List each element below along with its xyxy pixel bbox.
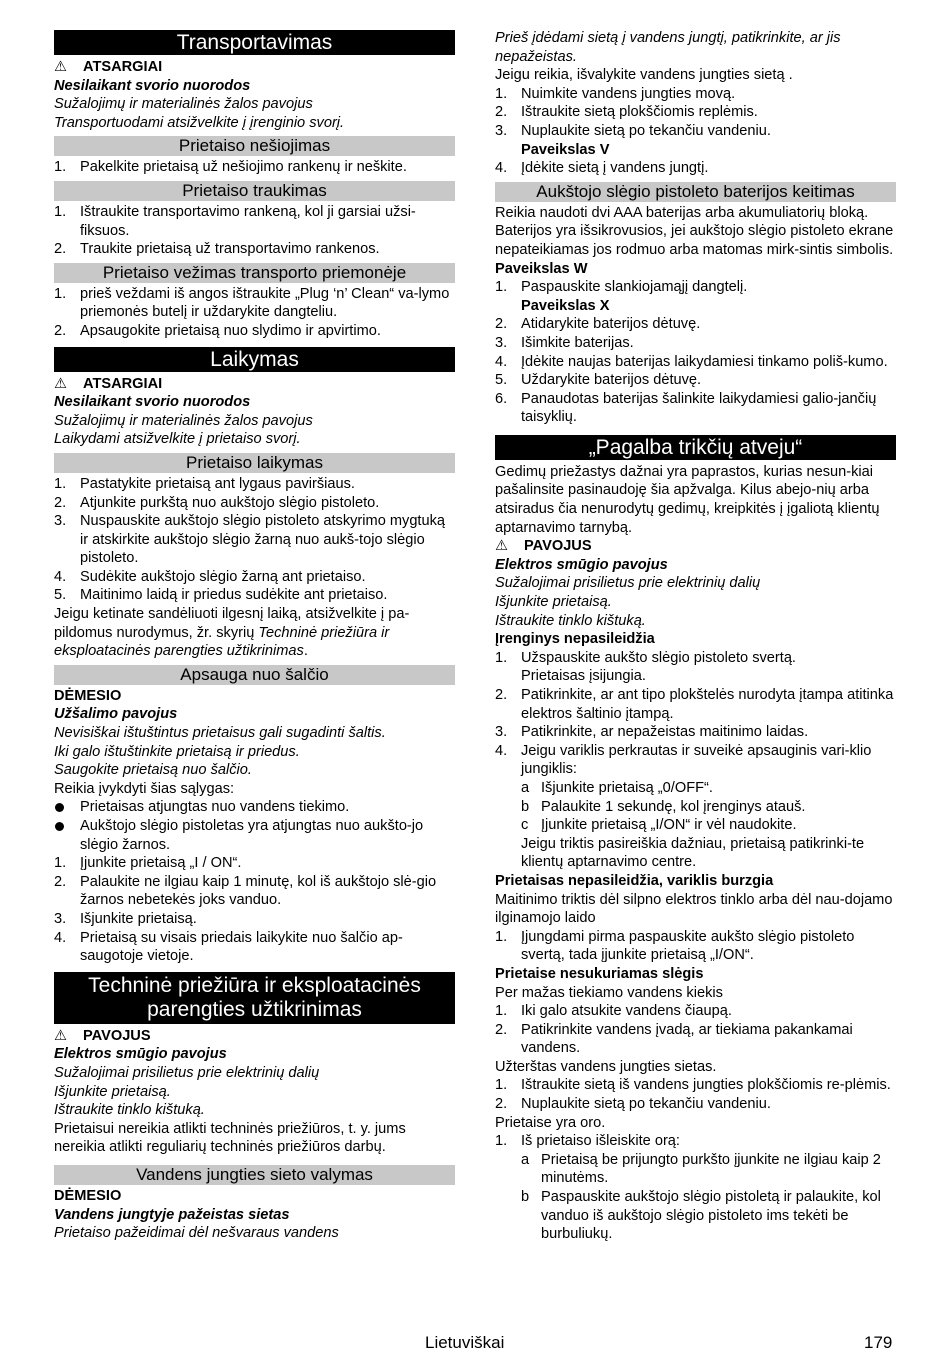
list-item: 5. Uždarykite baterijos dėtuvę. [495, 372, 702, 389]
notice-heading: DĖMESIO [54, 1187, 122, 1204]
subsection-title: Vandens jungties sieto valymas [54, 1165, 455, 1185]
caution-text: Sužalojimų ir materialinės žalos pavojus [54, 96, 313, 113]
list-item: 1. Ištraukite transportavimo rankeną, kol ji garsiai užsi-fiksuos. [54, 203, 416, 239]
danger-text: Sužalojimai prisilietus prie elektrinių dalių [54, 1064, 320, 1081]
list-item: 6. Panaudotas baterijas šalinkite laikydamiesi galio-jančių taisyklių. [495, 390, 877, 426]
list-item: 3. Išjunkite prietaisą. [54, 910, 197, 927]
list-item: 3. Nuspauskite aukštojo slėgio pistoleto atskyrimo mygtuką ir atskirkite aukštojo slėgio žarną nuo aukš-tojo slėgio pistoleto. [54, 513, 446, 567]
list-item: a Išjunkite prietaisą „0/OFF“. [521, 779, 713, 796]
list-item: 1. Pakelkite prietaisą už nešiojimo rankenų ir neškite. [54, 159, 407, 176]
list-item: 1. Iš prietaiso išleiskite orą: [495, 1133, 680, 1150]
list-item: 2. Palaukite ne ilgiau kaip 1 minutę, kol iš aukštojo slė-gio žarnos nebetekės joks vanduo. [54, 873, 437, 909]
caution-text: Sužalojimų ir materialinės žalos pavojus [54, 412, 313, 429]
list-item: 2. Apsaugokite prietaisą nuo slydimo ir apvirtimo. [54, 322, 381, 339]
notice-text: Nevisiškai ištuštintus prietaisus gali sugadinti šaltis. [54, 725, 386, 742]
step-list [495, 85, 896, 141]
list-item: 4. Prietaisą su visais priedais laikykite nuo šalčio ap-saugotoje vietoje. [54, 929, 403, 965]
list-item: 4. Sudėkite aukštojo slėgio žarną ant prietaiso. [54, 568, 366, 585]
paragraph: Reikia naudoti dvi AAA baterijas arba akumuliatorių bloką. [495, 204, 869, 221]
section-title-laikymas: Laikymas [54, 347, 455, 372]
bullet-icon [55, 803, 64, 812]
step-list [495, 928, 896, 965]
sub-step-list [521, 779, 896, 835]
list-item: 1. Užspauskite aukšto slėgio pistoleto svertą. Prietaisas įsijungia. [495, 649, 796, 685]
step-list [495, 1002, 896, 1058]
step-list [495, 278, 896, 297]
caution-heading: ⚠ ATSARGIAI [54, 375, 163, 392]
list-item: 2. Patikrinkite, ar ant tipo plokštelės nurodyta įtampa atitinka elektros šaltinio įtampą. [495, 687, 894, 722]
caution-heading: ⚠ ATSARGIAI [54, 59, 163, 75]
list-item: 1. Įjunkite prietaisą „I / ON“. [54, 855, 242, 872]
step-list [495, 1132, 896, 1151]
caution-subtitle: Nesilaikant svorio nuorodos [54, 77, 251, 94]
paragraph: Baterijos yra išsikrovusios, jei aukštojo slėgio pistoleto ekrane nepateikiamas jos rodmuo arba matomas mirk-sintis simbolis. [495, 223, 894, 258]
list-item: 2. Atjunkite purkštą nuo aukštojo slėgio pistoleto. [54, 494, 380, 511]
step-list [495, 159, 896, 178]
list-item: 2. Patikrinkite vandens įvadą, ar tiekiama pakankamai vandens. [495, 1021, 853, 1057]
notice-text: Prietaiso pažeidimai dėl nešvaraus vandens [54, 1225, 339, 1242]
list-item: 1. Paspauskite slankiojamąjį dangtelį. [495, 279, 748, 296]
warning-triangle-icon: ⚠ [495, 538, 509, 555]
paragraph: Maitinimo triktis dėl silpno elektros tinklo arba dėl nau-dojamo ilginamojo laido [495, 891, 893, 927]
paragraph: Užterštas vandens jungties sietas. [495, 1058, 717, 1075]
notice-heading: DĖMESIO [54, 687, 122, 704]
problem-title: Prietaise nesukuriamas slėgis [495, 965, 704, 982]
maintenance-text: Prietaisui nereikia atlikti techninės priežiūros, t. y. jums nereikia atlikti reguliarių techninės priežiūros darbų. [54, 1120, 406, 1156]
notice-subtitle: Užšalimo pavojus [54, 706, 178, 723]
list-item: 2. Nuplaukite sietą po tekančiu vandeniu. [495, 1096, 771, 1113]
list-item: 1. prieš veždami iš angos ištraukite „Plug ‘n’ Clean“ va-lymo priemonės butelį ir uždarykite dangteliu. [54, 285, 450, 321]
list-item: 4. Įdėkite naujas baterijas laikydamiesi tinkamo poliš-kumo. [495, 353, 888, 370]
list-item: b Paspauskite aukštojo slėgio pistoletą ir palaukite, kol vanduo iš aukštojo slėgio pistoleto ims tekėti be burbuliukų. [521, 1189, 881, 1243]
list-item: 1. Ištraukite sietą iš vandens jungties plokščiomis re-plėmis. [495, 1077, 891, 1094]
caution-text: Transportuodami atsižvelkite į įrenginio svorį. [54, 114, 345, 131]
paragraph: Jeigu reikia, išvalykite vandens jungties sietą . [495, 67, 793, 84]
subsection-title: Apsauga nuo šalčio [54, 665, 455, 685]
list-item: Aukštojo slėgio pistoletas yra atjungtas nuo aukšto-jo slėgio žarnos. [54, 817, 455, 854]
caution-text: Laikydami atsižvelkite į prietaiso svorį. [54, 431, 301, 448]
list-item: 5. Maitinimo laidą ir priedus sudėkite ant prietaiso. [54, 587, 388, 604]
list-item: 2. Ištraukite sietą plokščiomis replėmis. [495, 104, 758, 121]
step-list [54, 285, 455, 341]
right-column [495, 29, 896, 1244]
list-item: 1. Pastatykite prietaisą ant lygaus paviršiaus. [54, 475, 355, 492]
danger-text: Išjunkite prietaisą. [54, 1083, 171, 1100]
list-item: 3. Nuplaukite sietą po tekančiu vandeniu. [495, 122, 771, 139]
step-list [54, 203, 455, 259]
paragraph: Per mažas tiekiamo vandens kiekis [495, 984, 723, 1001]
left-column [54, 29, 455, 1243]
list-item: c Įjunkite prietaisą „I/ON“ ir vėl naudokite. [521, 817, 797, 834]
caution-subtitle: Nesilaikant svorio nuorodos [54, 394, 251, 411]
bullet-icon [55, 822, 64, 831]
warning-triangle-icon: ⚠ [54, 375, 68, 392]
list-item: 1. Iki galo atsukite vandens čiaupą. [495, 1003, 732, 1020]
subsection-title: Prietaiso vežimas transporto priemonėje [54, 263, 455, 283]
list-item: 2. Traukite prietaisą už transportavimo rankenos. [54, 241, 380, 258]
notice-text: Iki galo ištuštinkite prietaisą ir priedus. [54, 743, 300, 760]
conditions-text: Reikia įvykdyti šias sąlygas: [54, 780, 235, 797]
notice-text: Saugokite prietaisą nuo šalčio. [54, 762, 252, 779]
figure-reference: Paveikslas W [495, 260, 588, 277]
step-list [495, 649, 896, 779]
step-list [54, 158, 455, 177]
list-item: 3. Patikrinkite, ar nepažeistas maitinimo laidas. [495, 724, 809, 741]
paragraph: Jeigu triktis pasireiškia dažniau, prietaisą patikrinki-te klientų aptarnavimo centre. [521, 835, 865, 871]
section-title-transportavimas: Transportavimas [54, 30, 455, 55]
notice-text: Prieš įdėdami sietą į vandens jungtį, patikrinkite, ar jis nepažeistas. [495, 30, 841, 65]
problem-title: Prietaisas nepasileidžia, variklis burzgia [495, 872, 774, 889]
list-item: Prietaisas atjungtas nuo vandens tiekimo. [54, 798, 455, 817]
step-list [495, 1076, 896, 1113]
step-list [54, 475, 455, 605]
section-title-maintenance: Techninė priežiūra ir eksploatacinės parengties užtikrinimas [54, 972, 455, 1024]
sub-step-list [521, 1151, 896, 1244]
page-number: 179 [864, 1333, 893, 1352]
list-item: 4. Įdėkite sietą į vandens jungtį. [495, 160, 709, 177]
paragraph: Gedimų priežastys dažnai yra paprastos, kurias nesun-kiai pašalinsite pasinaudoję šia apžvalga. Kilus abejo-nių arba atsiradus čia nenurodytų gedimų, kreipkitės į įgaliotą klientų aptarnavimo tarnybą. [495, 463, 880, 536]
subsection-title: Prietaiso nešiojimas [54, 136, 455, 156]
warning-triangle-icon: ⚠ [54, 1027, 68, 1044]
section-title-troubleshooting: „Pagalba trikčių atveju“ [495, 435, 896, 460]
subsection-title: Prietaiso laikymas [54, 453, 455, 473]
list-item: 3. Išimkite baterijas. [495, 334, 634, 351]
paragraph: Prietaise yra oro. [495, 1114, 606, 1131]
list-item: a Prietaisą be prijungto purkšto įjunkite ne ilgiau kaip 2 minutėms. [521, 1151, 881, 1187]
notice-subtitle: Vandens jungtyje pažeistas sietas [54, 1206, 290, 1223]
step-list [54, 854, 455, 966]
danger-subtitle: Elektros smūgio pavojus [495, 556, 668, 573]
step-list [495, 315, 896, 427]
danger-text: Ištraukite tinklo kištuką. [495, 612, 646, 629]
warning-triangle-icon: ⚠ [54, 59, 68, 75]
list-item: 4. Jeigu variklis perkrautas ir suveikė apsauginis vari-klio jungiklis: [495, 742, 872, 778]
figure-reference: Paveikslas V [521, 141, 610, 158]
subsection-title: Prietaiso traukimas [54, 181, 455, 201]
danger-text: Ištraukite tinklo kištuką. [54, 1102, 205, 1119]
danger-heading: ⚠ PAVOJUS [54, 1027, 151, 1044]
list-item: 2. Atidarykite baterijos dėtuvę. [495, 316, 701, 333]
danger-text: Išjunkite prietaisą. [495, 594, 612, 611]
list-item: b Palaukite 1 sekundę, kol įrenginys atauš. [521, 798, 806, 815]
danger-subtitle: Elektros smūgio pavojus [54, 1046, 227, 1063]
footer-language: Lietuviškai [425, 1333, 505, 1352]
danger-text: Sužalojimai prisilietus prie elektrinių dalių [495, 575, 761, 592]
figure-reference: Paveikslas X [521, 297, 610, 314]
list-item: 1. Įjungdami pirma paspauskite aukšto slėgio pistoleto svertą, tada įjunkite prietaisą „I/ON“. [495, 928, 855, 964]
bullet-list [54, 798, 455, 854]
subsection-title: Aukštojo slėgio pistoleto baterijos keitimas [495, 182, 896, 202]
list-item: 1. Nuimkite vandens jungties movą. [495, 85, 736, 102]
storage-note: Jeigu ketinate sandėliuoti ilgesnį laiką, atsižvelkite į pa-pildomus nurodymus, žr. skyrių Techninė priežiūra ir eksploatacinės parengties užtikrinimas. [54, 606, 410, 660]
problem-title: Įrenginys nepasileidžia [495, 631, 655, 648]
danger-heading: ⚠ PAVOJUS [495, 538, 592, 555]
